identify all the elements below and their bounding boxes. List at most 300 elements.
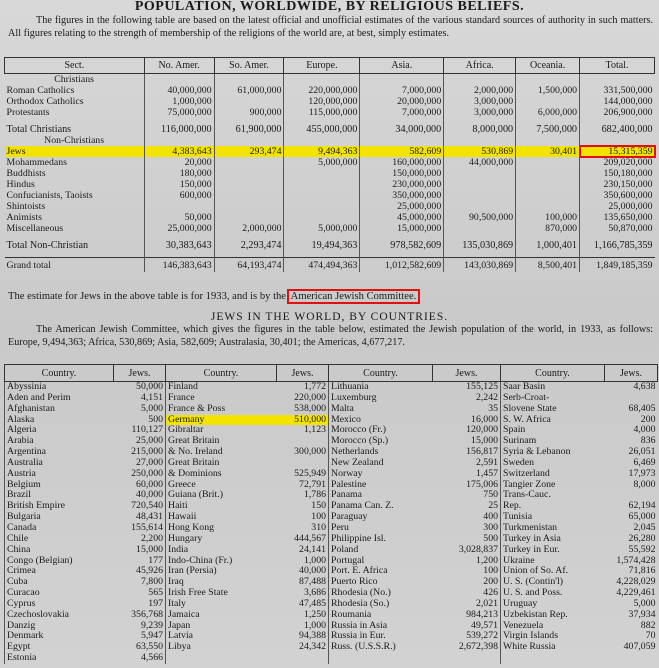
country-name: Palestine: [329, 480, 433, 491]
country-jews: 62,194: [628, 501, 656, 512]
country-jews: 110,127: [131, 425, 163, 436]
country-name: Virgin Islands: [501, 631, 605, 642]
country-name: Malta: [329, 404, 433, 415]
country-jews: 4,638: [633, 381, 656, 392]
religion-value: 1,000,000: [144, 96, 214, 107]
religion-value: [516, 135, 580, 146]
religion-sect: Christians: [5, 74, 145, 86]
country-name: Haiti: [166, 501, 277, 512]
country-table-body: [5, 382, 658, 664]
country-jews: 60,000: [136, 479, 163, 490]
country-name: Brazil: [5, 490, 114, 501]
country-name: Afghanistan: [5, 404, 114, 415]
religion-value: 116,000,000: [144, 124, 214, 135]
religion-value: [214, 74, 284, 86]
religion-value: 682,400,000: [580, 124, 655, 135]
country-name: British Empire: [5, 501, 114, 512]
religion-value: [284, 135, 360, 146]
country-name: & No. Ireland: [166, 447, 277, 458]
religion-sect: Total Non-Christian: [5, 240, 145, 251]
country-jews: 4,228,029: [616, 577, 656, 588]
religion-sect: Shintoists: [5, 201, 145, 212]
country-jews: 538,000: [294, 403, 326, 414]
religion-row: [5, 146, 655, 157]
religion-value: 2,293,474: [214, 240, 284, 251]
religion-value: 61,900,000: [214, 124, 284, 135]
religion-value: 7,000,000: [360, 85, 444, 96]
header-country-4: Country.: [501, 365, 605, 382]
country-row: [5, 447, 658, 458]
country-name: [501, 653, 605, 664]
religion-value: [214, 190, 284, 201]
religion-value: [516, 168, 580, 179]
country-name: Rhodesia (No.): [329, 588, 433, 599]
header-jews-2: Jews.: [277, 365, 329, 382]
religion-value: 30,401: [516, 146, 580, 157]
country-name: China: [5, 545, 114, 556]
country-jews: 25: [488, 501, 498, 512]
country-jews: 177: [148, 555, 163, 566]
country-jews: 6,469: [633, 457, 656, 468]
country-name: Slovene State: [501, 404, 605, 415]
country-row: [5, 599, 658, 610]
religion-value: 135,030,869: [444, 240, 516, 251]
country-jews: 15,000: [471, 436, 498, 447]
country-name: Serb-Croat-: [501, 393, 605, 404]
country-jews: 24,342: [299, 642, 326, 653]
header-so-amer: So. Amer.: [214, 58, 284, 74]
religion-value: 7,000,000: [360, 107, 444, 118]
religion-value: 4,383,643: [144, 146, 214, 157]
country-name: Peru: [329, 523, 433, 534]
country-name: Latvia: [166, 631, 277, 642]
religion-value: 30,383,643: [144, 240, 214, 251]
country-jews: 300,000: [294, 447, 326, 458]
religion-value: [516, 190, 580, 201]
country-jews: 71,816: [628, 566, 656, 577]
religion-row: [5, 157, 655, 168]
country-jews: 120,000: [466, 425, 498, 436]
religion-value: 64,193,474: [214, 258, 284, 273]
religion-value: [580, 135, 655, 146]
country-name: Danzig: [5, 621, 114, 632]
country-row: [5, 523, 658, 534]
country-jews: 5,000: [633, 598, 656, 609]
country-jews: 4,000: [633, 425, 656, 436]
religion-value: 90,500,000: [444, 212, 516, 223]
religion-value: 15,000,000: [360, 223, 444, 234]
religion-value: 582,609: [360, 146, 444, 157]
country-jews: 35: [488, 403, 498, 414]
country-name: Estonia: [5, 653, 114, 664]
country-name: Panama: [329, 490, 433, 501]
country-name: France & Poss: [166, 404, 277, 415]
country-jews: 720,540: [131, 501, 163, 512]
country-name: Puerto Rico: [329, 577, 433, 588]
country-name: [329, 653, 433, 664]
country-name: Morocco (Sp.): [329, 436, 433, 447]
country-name: Uruguay: [501, 599, 605, 610]
country-name: [166, 653, 277, 664]
country-name: Turkey in Eur.: [501, 545, 605, 556]
country-name: France: [166, 393, 277, 404]
country-name: Curacao: [5, 588, 114, 599]
country-jews: 16,000: [471, 414, 498, 425]
country-name: & Dominions: [166, 469, 277, 480]
country-name: Rhodesia (So.): [329, 599, 433, 610]
country-jews: 882: [640, 620, 656, 631]
religion-value: [214, 96, 284, 107]
religion-value: 135,650,000: [580, 212, 655, 223]
header-total: Total.: [580, 58, 655, 74]
country-row: [5, 415, 658, 426]
religion-value: [516, 201, 580, 212]
country-name: Australia: [5, 458, 114, 469]
country-jews: 175,006: [466, 479, 498, 490]
religion-value: 474,494,363: [284, 258, 360, 273]
header-asia: Asia.: [360, 58, 444, 74]
country-row: [5, 501, 658, 512]
religion-value: 40,000,000: [144, 85, 214, 96]
religion-value: [284, 168, 360, 179]
religion-value: [516, 96, 580, 107]
country-jews: 836: [640, 436, 656, 447]
header-country-2: Country.: [166, 365, 277, 382]
religion-value: [284, 179, 360, 190]
religion-sect: Protestants: [5, 107, 145, 118]
religion-table: [4, 57, 655, 272]
country-jews: [605, 490, 658, 501]
country-name: Uzbekistan Rep.: [501, 610, 605, 621]
country-name: Canada: [5, 523, 114, 534]
religion-sect: Total Christians: [5, 124, 145, 135]
country-name: Hungary: [166, 534, 277, 545]
country-jews: 100: [311, 512, 326, 523]
religion-sect: Roman Catholics: [5, 85, 145, 96]
country-jews: 70: [645, 631, 656, 642]
country-name: Surinam: [501, 436, 605, 447]
country-name: Philippine Isl.: [329, 534, 433, 545]
country-name: India: [166, 545, 277, 556]
country-name: Aden and Perim: [5, 393, 114, 404]
country-jews: 4,151: [140, 392, 163, 403]
religion-value: 100,000: [516, 212, 580, 223]
country-table: [4, 364, 658, 664]
country-jews: 2,242: [475, 392, 498, 403]
country-row: [5, 469, 658, 480]
religion-sect: Buddhists: [5, 168, 145, 179]
country-name: Venezuela: [501, 621, 605, 632]
country-jews: 1,000: [303, 620, 326, 631]
religion-value: 5,000,000: [284, 157, 360, 168]
country-name: Cyprus: [5, 599, 114, 610]
source-note-highlight: American Jewish Committee.: [290, 291, 417, 302]
country-jews: 444,567: [294, 533, 326, 544]
country-row: [5, 512, 658, 523]
religion-value: [444, 74, 516, 86]
country-jews: 3,686: [303, 588, 326, 599]
country-jews: 565: [148, 588, 163, 599]
country-jews: 47,485: [299, 598, 326, 609]
country-name: Russia in Eur.: [329, 631, 433, 642]
country-name: Great Britain: [166, 436, 277, 447]
country-name: Sweden: [501, 458, 605, 469]
religion-row: [5, 168, 655, 179]
country-row: [5, 534, 658, 545]
religion-value: 120,000,000: [284, 96, 360, 107]
country-jews: 26,280: [628, 533, 656, 544]
country-jews: 9,239: [140, 620, 163, 631]
religion-value: 20,000: [144, 157, 214, 168]
religion-value: 230,000,000: [360, 179, 444, 190]
religion-value: 25,000,000: [580, 201, 655, 212]
religion-row: [5, 179, 655, 190]
country-row: [5, 436, 658, 447]
country-jews: 55,592: [628, 544, 656, 555]
religion-value: 455,000,000: [284, 124, 360, 135]
religion-value: 350,600,000: [580, 190, 655, 201]
country-row: [5, 621, 658, 632]
country-jews: [277, 653, 329, 664]
country-name: Port. E. Africa: [329, 566, 433, 577]
religion-value: 978,582,609: [360, 240, 444, 251]
country-jews: 510,000: [277, 415, 329, 426]
religion-value: 61,000,000: [214, 85, 284, 96]
header-no-amer: No. Amer.: [144, 58, 214, 74]
religion-value: [214, 157, 284, 168]
country-name: Netherlands: [329, 447, 433, 458]
country-name: Roumania: [329, 610, 433, 621]
country-name: U. S. and Poss.: [501, 588, 605, 599]
country-jews: 426: [483, 588, 498, 599]
religion-table-header: [5, 58, 655, 74]
religion-value: 150,180,000: [580, 168, 655, 179]
religion-value: [214, 201, 284, 212]
country-jews: 27,000: [136, 457, 163, 468]
country-jews: 94,388: [299, 631, 326, 642]
country-jews: [277, 436, 329, 447]
religion-value: 209,020,000: [580, 157, 655, 168]
religion-value: 50,000: [144, 212, 214, 223]
country-name: Hong Kong: [166, 523, 277, 534]
country-name: Ukraine: [501, 556, 605, 567]
country-jews: 48,431: [136, 512, 163, 523]
country-name: Trans-Cauc.: [501, 490, 605, 501]
religion-value: [144, 201, 214, 212]
religion-sect: Grand total: [5, 258, 145, 273]
religion-value: [284, 212, 360, 223]
religion-value: [214, 168, 284, 179]
country-jews: 1,000: [303, 555, 326, 566]
country-name: Germany: [166, 415, 277, 426]
country-name: Luxemburg: [329, 393, 433, 404]
religion-value: 206,900,000: [580, 107, 655, 118]
country-row: [5, 425, 658, 436]
religion-row: [5, 223, 655, 234]
country-jews: 4,229,461: [616, 588, 656, 599]
religion-value: 293,474: [214, 146, 284, 157]
country-jews: 68,405: [628, 403, 656, 414]
country-row: [5, 393, 658, 404]
country-row: [5, 480, 658, 491]
country-jews: 1,123: [303, 425, 326, 436]
religion-value: [444, 201, 516, 212]
country-name: Panama Can. Z.: [329, 501, 433, 512]
religion-value: 1,849,185,359: [580, 258, 655, 273]
country-name: Portugal: [329, 556, 433, 567]
country-name: Turkey in Asia: [501, 534, 605, 545]
country-name: Cuba: [5, 577, 114, 588]
religion-row: [5, 258, 655, 273]
religion-row: [5, 96, 655, 107]
country-jews: 250,000: [131, 468, 163, 479]
country-name: Saar Basin: [501, 382, 605, 393]
country-name: Hawaii: [166, 512, 277, 523]
country-name: Tunisia: [501, 512, 605, 523]
country-name: Syria & Lebanon: [501, 447, 605, 458]
religion-value: 6,000,000: [516, 107, 580, 118]
country-jews: 87,488: [299, 577, 326, 588]
religion-value: 530,869: [444, 146, 516, 157]
country-jews: 215,000: [131, 447, 163, 458]
country-name: Jamaica: [166, 610, 277, 621]
country-jews: 2,591: [475, 457, 498, 468]
country-name: Norway: [329, 469, 433, 480]
country-jews: 400: [483, 512, 498, 523]
religion-value: 150,000,000: [360, 168, 444, 179]
country-name: U. S. (Contin'l): [501, 577, 605, 588]
country-jews: [605, 653, 658, 664]
country-jews: 2,200: [140, 533, 163, 544]
intro-paragraph: The figures in the following table are based on the latest official and unofficial estimates of the various standard sources of authority in such matters. All figures relating to the strength of membership of the religions of the world are, at best, simply estimates.: [8, 15, 653, 39]
country-name: Algeria: [5, 425, 114, 436]
country-jews: 1,250: [303, 609, 326, 620]
religion-row: [5, 85, 655, 96]
country-name: Libya: [166, 642, 277, 653]
country-name: Alaska: [5, 415, 114, 426]
religion-value: 160,000,000: [360, 157, 444, 168]
country-jews: 26,051: [628, 447, 656, 458]
religion-sect: Hindus: [5, 179, 145, 190]
religion-value: 3,000,000: [444, 107, 516, 118]
religion-sect: Confucianists, Taoists: [5, 190, 145, 201]
country-jews: 1,786: [303, 490, 326, 501]
country-row: [5, 610, 658, 621]
country-jews: [433, 653, 501, 664]
country-name: Mexico: [329, 415, 433, 426]
religion-value: 1,012,582,609: [360, 258, 444, 273]
country-row: [5, 642, 658, 653]
religion-row: [5, 135, 655, 146]
religion-value: 2,000,000: [444, 85, 516, 96]
religion-value: 9,494,363: [284, 146, 360, 157]
header-country-3: Country.: [329, 365, 433, 382]
religion-value: 50,870,000: [580, 223, 655, 234]
country-name: Iraq: [166, 577, 277, 588]
country-jews: 49,571: [471, 620, 498, 631]
country-name: Finland: [166, 382, 277, 393]
country-name: Poland: [329, 545, 433, 556]
country-jews: 63,550: [136, 642, 163, 653]
religion-value: 25,000,000: [144, 223, 214, 234]
country-jews: 155,125: [466, 381, 498, 392]
religion-value: [444, 168, 516, 179]
country-name: Bulgaria: [5, 512, 114, 523]
religion-value: 15,315,359: [580, 146, 655, 157]
country-name: Japan: [166, 621, 277, 632]
religion-value: [580, 74, 655, 86]
header-jews-4: Jews.: [605, 365, 658, 382]
country-jews: [277, 458, 329, 469]
country-row: [5, 490, 658, 501]
religion-value: [360, 135, 444, 146]
religion-value: 331,500,000: [580, 85, 655, 96]
country-jews: 17,973: [628, 468, 656, 479]
country-name: Austria: [5, 469, 114, 480]
religion-value: 1,000,401: [516, 240, 580, 251]
religion-value: 350,000,000: [360, 190, 444, 201]
religion-value: 150,000: [144, 179, 214, 190]
country-row: [5, 631, 658, 642]
country-jews: 984,213: [466, 609, 498, 620]
source-note-text: The estimate for Jews in the above table is for 1933, and is by the: [8, 291, 287, 302]
header-jews-3: Jews.: [433, 365, 501, 382]
religion-value: 3,000,000: [444, 96, 516, 107]
religion-value: [284, 190, 360, 201]
religion-sect: Jews: [5, 146, 145, 157]
religion-sect: Orthodox Catholics: [5, 96, 145, 107]
country-jews: 1,574,428: [616, 555, 656, 566]
country-jews: 15,000: [136, 544, 163, 555]
country-jews: 155,614: [131, 522, 163, 533]
country-jews: 5,947: [140, 631, 163, 642]
country-jews: 2,021: [475, 598, 498, 609]
religion-value: 8,500,401: [516, 258, 580, 273]
religion-value: 600,000: [144, 190, 214, 201]
country-jews: 40,000: [136, 490, 163, 501]
religion-value: [284, 74, 360, 86]
religion-value: 1,166,785,359: [580, 240, 655, 251]
header-africa: Africa.: [444, 58, 516, 74]
country-jews: 197: [148, 598, 163, 609]
country-row: [5, 458, 658, 469]
country-jews: 310: [311, 522, 326, 533]
religion-value: [144, 74, 214, 86]
country-jews: 156,817: [466, 447, 498, 458]
religion-row: [5, 201, 655, 212]
country-jews: 300: [483, 522, 498, 533]
country-name: Guiana (Brit.): [166, 490, 277, 501]
religion-value: 8,000,000: [444, 124, 516, 135]
country-jews: 8,000: [633, 479, 656, 490]
country-name: Congo (Belgian): [5, 556, 114, 567]
religion-value: [214, 135, 284, 146]
country-jews: 2,045: [633, 522, 656, 533]
country-jews: 500: [148, 414, 163, 425]
religion-value: 5,000,000: [284, 223, 360, 234]
page-title: POPULATION, WORLDWIDE, BY RELIGIOUS BELIEFS.: [134, 0, 525, 14]
religion-sect: Animists: [5, 212, 145, 223]
religion-value: 19,494,363: [284, 240, 360, 251]
religion-value: [444, 135, 516, 146]
country-jews: 200: [483, 577, 498, 588]
country-name: Egypt: [5, 642, 114, 653]
country-jews: 65,000: [628, 512, 656, 523]
section-title: JEWS IN THE WORLD, BY COUNTRIES.: [210, 311, 449, 323]
country-jews: 5,000: [140, 403, 163, 414]
country-jews: 3,028,837: [458, 544, 498, 555]
religion-value: 115,000,000: [284, 107, 360, 118]
